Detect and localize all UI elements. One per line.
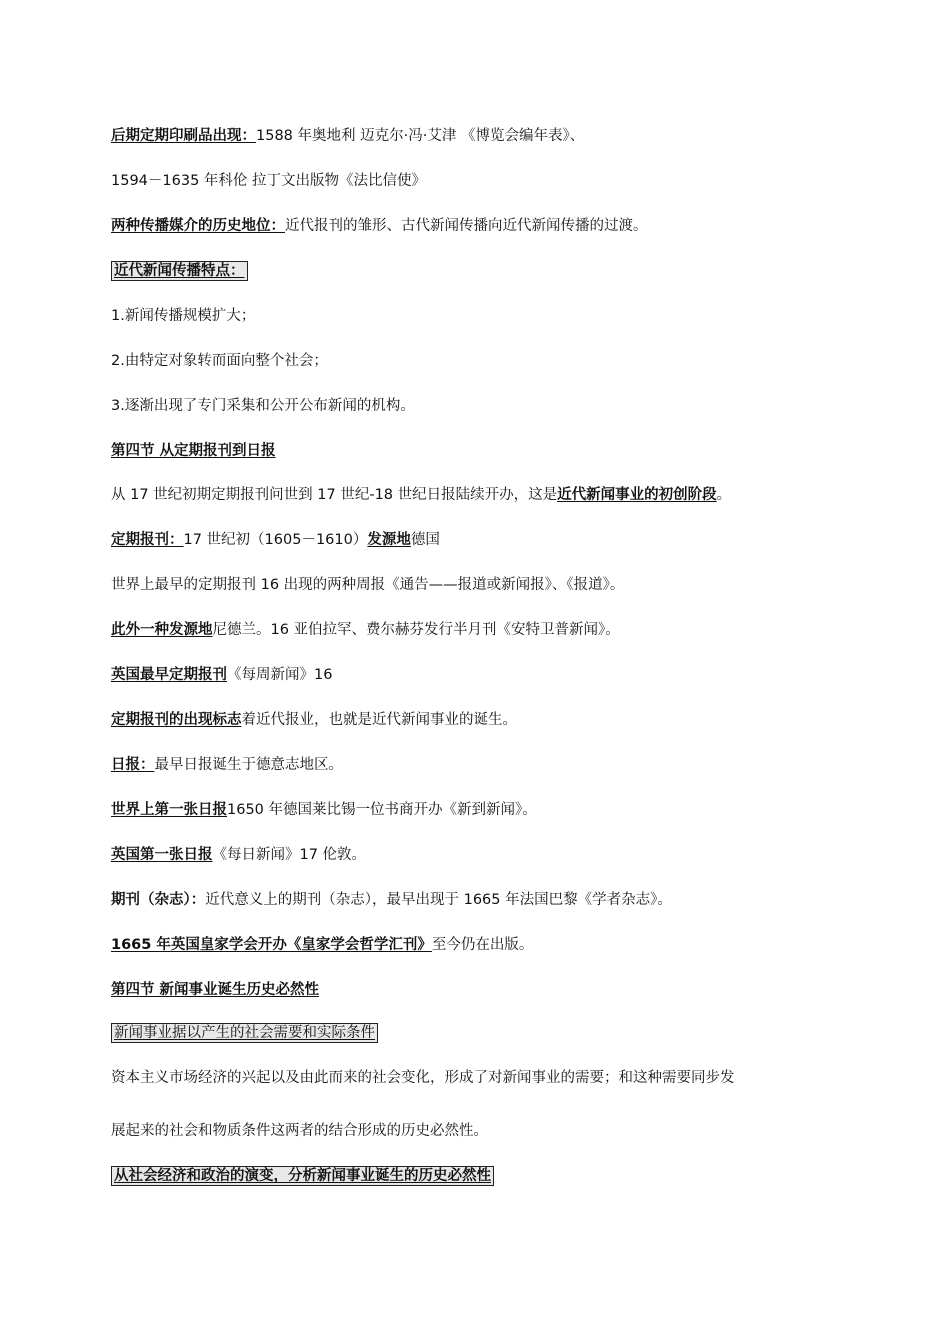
para-initial-stage: [111, 485, 871, 505]
para-fabi-messenger: [111, 171, 871, 191]
text: 着近代报业，也就是近代新闻事业的诞生。: [241, 712, 517, 728]
para-uk-earliest-periodical: [111, 665, 871, 685]
text: 资本主义市场经济的兴起以及由此而来的社会变化，形成了对新闻事业的需要；和这种需要同步发: [111, 1070, 735, 1086]
term-daily: 日报：: [111, 757, 155, 773]
term-uk-earliest-periodical: 英国最早定期报刊: [111, 667, 227, 683]
heading-economic-political: [111, 1166, 871, 1186]
boxed-heading: 新闻事业据以产生的社会需要和实际条件: [111, 1023, 378, 1043]
text: 最早日报诞生于德意志地区。: [154, 757, 343, 773]
boxed-heading: 近代新闻传播特点：: [111, 261, 248, 281]
list-item-2: [111, 351, 871, 371]
term-periodical-marks: 定期报刊的出现标志: [111, 712, 242, 728]
text: 。: [716, 487, 732, 503]
para-daily: [111, 755, 871, 775]
list-item-3: [111, 396, 871, 416]
text: 1.新闻传播规模扩大；: [111, 308, 256, 324]
text: 德国: [410, 532, 440, 548]
term-journal: 期刊（杂志）：: [111, 892, 206, 908]
term-origin: 发源地: [367, 532, 411, 548]
term-other-origin: 此外一种发源地: [111, 622, 213, 638]
section-title: 第四节 从定期报刊到日报: [111, 443, 276, 459]
term-initial-stage: 近代新闻事业的初创阶段: [557, 487, 717, 503]
text: 从 17 世纪初期定期报刊问世到 17 世纪-18 世纪日报陆续开办，这是: [111, 487, 558, 503]
list-item-1: [111, 306, 871, 326]
section-title: 第四节 新闻事业诞生历史必然性: [111, 982, 320, 998]
para-royal-society: [111, 935, 871, 955]
para-capitalism-line1: [111, 1068, 871, 1088]
term-royal-society: 1665 年英国皇家学会开办《皇家学会哲学汇刊》: [111, 937, 432, 953]
para-periodicals: [111, 530, 871, 550]
text: 3.逐渐出现了专门采集和公开公布新闻的机构。: [111, 398, 415, 414]
heading-modern-news-features: [111, 261, 871, 281]
term-historical-status: 两种传播媒介的历史地位：: [111, 218, 285, 234]
text: 近代报刊的雏形、古代新闻传播向近代新闻传播的过渡。: [285, 218, 648, 234]
boxed-heading: 从社会经济和政治的演变，分析新闻事业诞生的历史必然性: [111, 1166, 494, 1186]
text: 1650 年德国莱比锡一位书商开办《新到新闻》。: [227, 802, 537, 818]
section-heading-periodicals-to-daily: [111, 441, 871, 461]
term-periodicals: 定期报刊：: [111, 532, 184, 548]
para-periodical-marks: [111, 710, 871, 730]
para-uk-first-daily: [111, 845, 871, 865]
term-uk-first-daily: 英国第一张日报: [111, 847, 213, 863]
text: 世界上最早的定期报刊 16 出现的两种周报《通告——报道或新闻报》、《报道》。: [111, 577, 625, 593]
text: 尼德兰。16 亚伯拉罕、费尔赫芬发行半月刊《安特卫普新闻》。: [212, 622, 620, 638]
para-capitalism-line2: [111, 1121, 871, 1141]
text: 《每日新闻》17 伦敦。: [212, 847, 367, 863]
text: 1594－1635 年科伦 拉丁文出版物《法比信使》: [111, 173, 427, 189]
para-earliest-periodicals: [111, 575, 871, 595]
para-early-periodicals: [111, 126, 871, 146]
text: 至今仍在出版。: [431, 937, 534, 953]
term-first-daily: 世界上第一张日报: [111, 802, 227, 818]
text: 1588 年奥地利 迈克尔·冯·艾津 《博览会编年表》、: [256, 128, 585, 144]
text: 2.由特定对象转而面向整个社会；: [111, 353, 328, 369]
text: 《每周新闻》16: [227, 667, 333, 683]
section-heading-necessity: [111, 980, 871, 1000]
heading-social-needs: [111, 1023, 871, 1043]
text: 展起来的社会和物质条件这两者的结合形成的历史必然性。: [111, 1123, 488, 1139]
para-historical-status: [111, 216, 871, 236]
term-early-periodicals: 后期定期印刷品出现：: [111, 128, 256, 144]
text: 17 世纪初（1605－1610）: [183, 532, 368, 548]
para-other-origin: [111, 620, 871, 640]
text: 近代意义上的期刊（杂志），最早出现于 1665 年法国巴黎《学者杂志》。: [205, 892, 672, 908]
para-journal: [111, 890, 871, 910]
para-first-daily: [111, 800, 871, 820]
